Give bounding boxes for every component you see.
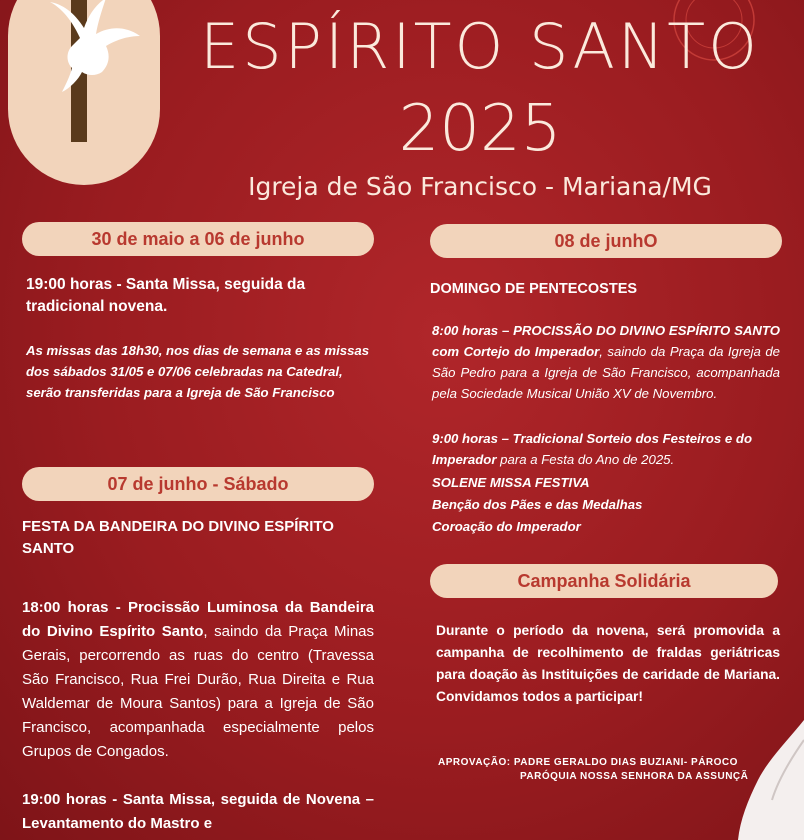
item1-bold: 8:00 horas – PROCISSÃO DO DIVINO ESPÍRITO SANTO com Cortejo do Imperador bbox=[432, 323, 780, 359]
campaign-banner: Campanha Solidária bbox=[430, 564, 778, 598]
right-item-1 bbox=[432, 320, 780, 404]
page-subtitle: Igreja de São Francisco - Mariana/MG bbox=[248, 172, 712, 201]
right-item-2 bbox=[432, 428, 780, 470]
item2-bold: 9:00 horas – Tradicional Sorteio dos Festeiros e do Imperador bbox=[432, 431, 753, 467]
page-title: ESPÍRITO SANTO bbox=[200, 10, 760, 83]
date-banner-1: 30 de maio a 06 de junho bbox=[22, 222, 374, 256]
left-note-text: As missas das 18h30, nos dias de semana e as missas dos sábados 31/05 e 07/06 celebradas na Catedral, serão transferidas para a Igreja de São Francisco bbox=[26, 343, 370, 400]
page-year: 2025 bbox=[398, 92, 562, 166]
left-mass2-text: 19:00 horas - Santa Missa, seguida de Novena – Levantamento do Mastro e bbox=[22, 791, 374, 832]
date-banner-3: 08 de junhO bbox=[430, 224, 782, 258]
left-mass-text: 19:00 horas - Santa Missa, seguida da tradicional novena. bbox=[26, 276, 306, 315]
dove-icon bbox=[40, 0, 150, 106]
wing-icon bbox=[728, 720, 804, 840]
campaign-text: Durante o período da novena, será promovida a campanha de recolhimento de fraldas geriátricas para doação às Instituições de caridade de Mariana. Convidamos todos a participar! bbox=[436, 623, 780, 704]
right-item-5: Coroação do Imperador bbox=[432, 519, 581, 534]
left-festa-heading: FESTA DA BANDEIRA DO DIVINO ESPÍRITO SANTO bbox=[22, 518, 334, 557]
right-item-4: Benção dos Pães e das Medalhas bbox=[432, 497, 643, 512]
right-heading: DOMINGO DE PENTECOSTES bbox=[430, 281, 638, 297]
left-procession-text bbox=[22, 596, 374, 764]
approval-line-1: APROVAÇÃO: PADRE GERALDO DIAS BUZIANI- PÁROCO bbox=[438, 757, 738, 768]
procession-bold: 18:00 horas - Procissão Luminosa da Bandeira do Divino Espírito Santo bbox=[22, 599, 374, 640]
item2-rest: para a Festa do Ano de 2025. bbox=[496, 452, 675, 467]
item1-rest: , saindo da Praça da Igreja de São Pedro para a Igreja de São Francisco, acompanhada pela Sociedade Musical União XV de Novembro. bbox=[432, 344, 780, 401]
date-banner-2: 07 de junho - Sábado bbox=[22, 467, 374, 501]
right-item-3: SOLENE MISSA FESTIVA bbox=[432, 475, 590, 490]
approval-line-2: PARÓQUIA NOSSA SENHORA DA ASSUNÇÃ bbox=[520, 771, 749, 782]
procession-rest: , saindo da Praça Minas Gerais, percorrendo as ruas do centro (Travessa São Francisco, Rua Frei Durão, Rua Direita e Rua Waldemar de Moura Santos) para a Igreja de São Francisco, acompanhada especialmente pelos Grupos de Congados. bbox=[22, 623, 375, 760]
